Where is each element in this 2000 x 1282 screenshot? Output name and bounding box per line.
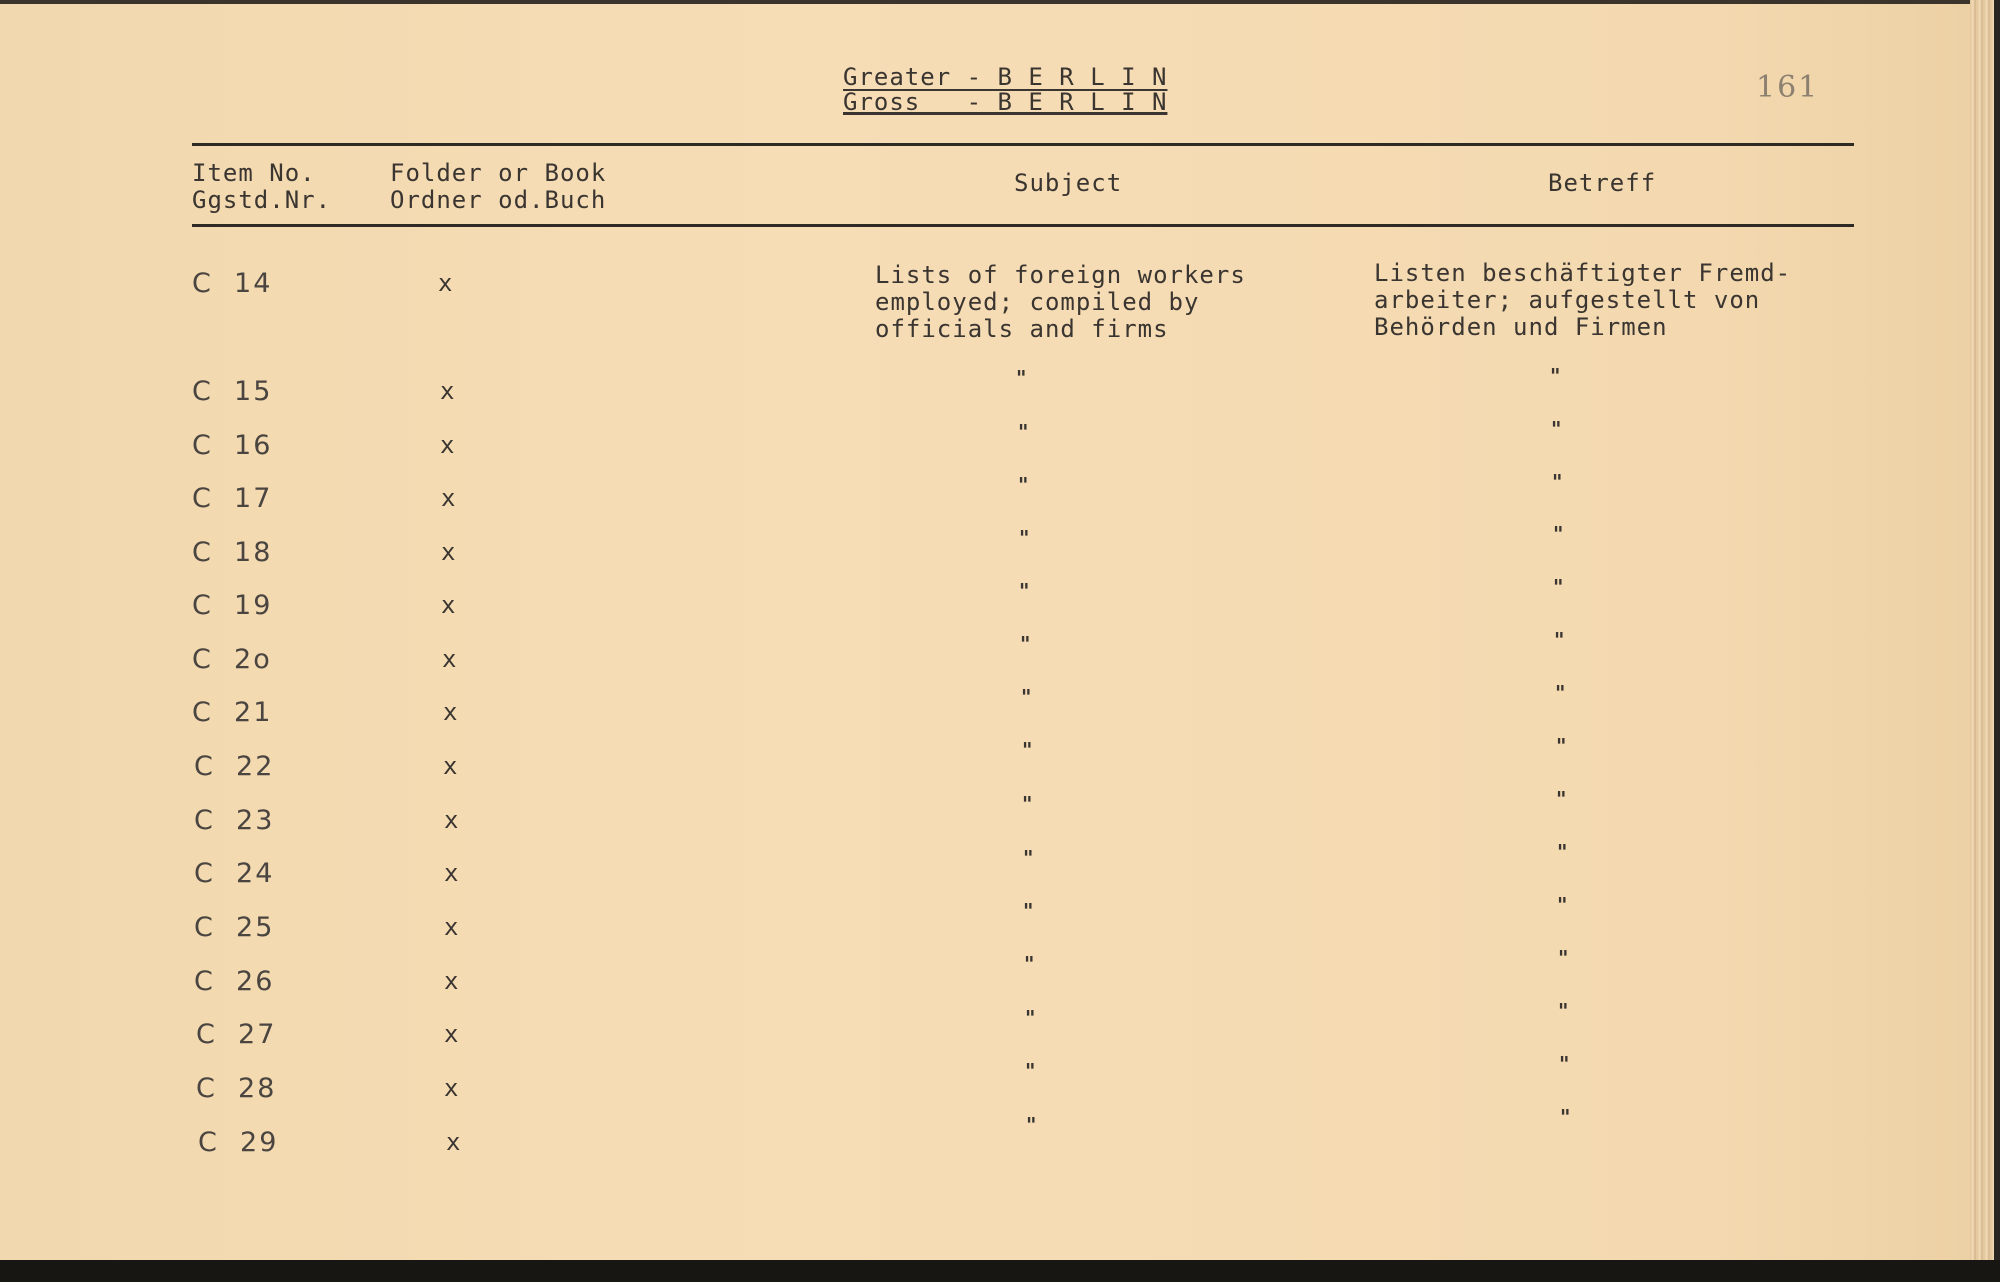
table-row-betreff-ditto: " [1556,787,1567,811]
page-title [843,64,1167,116]
table-row-betreff-ditto: " [1555,681,1566,705]
table-row-betreff-ditto: " [1552,470,1563,494]
table-row-subject-ditto: " [1021,685,1032,709]
table-row-item-number: C 27 [196,1019,277,1050]
table-row-betreff-ditto: " [1551,417,1562,441]
table-row-folder-mark: x [442,645,458,673]
title-english: Greater - B E R L I N [843,63,1168,91]
table-row-subject-ditto: " [1026,1113,1037,1137]
first-entry-betreff [1374,260,1791,341]
column-header-item-en: Item No. [192,159,316,187]
table-row-betreff-ditto: " [1550,364,1561,388]
first-entry-subject [875,262,1246,343]
table-row-folder-mark: x [444,859,460,887]
header-bottom-rule [192,224,1854,227]
column-header-folder [390,160,606,214]
table-row-folder-mark: x [444,806,460,834]
table-row-betreff-ditto: " [1558,946,1569,970]
subject-line: officials and firms [875,315,1169,343]
table-row-item-number: C 2o [192,644,272,675]
table-row-subject-ditto: " [1025,1059,1036,1083]
table-row-subject-ditto: " [1018,420,1029,444]
table-row-betreff-ditto: " [1557,840,1568,864]
table-row-betreff-ditto: " [1553,575,1564,599]
table-row-betreff-ditto: " [1559,1052,1570,1076]
table-row-subject-ditto: " [1016,366,1027,390]
table-row-item-number: C 29 [198,1127,279,1158]
table-row-folder-mark: x [440,431,456,459]
column-header-subject-label: Subject [1014,169,1123,197]
betreff-line: Listen beschäftigter Fremd- [1374,259,1792,287]
bottom-shadow [0,1260,2000,1282]
table-row-folder-mark: x [441,591,457,619]
table-row-item-number: C 22 [194,751,275,782]
table-row-item-number: C 21 [192,697,273,728]
table-row-betreff-ditto: " [1560,1105,1571,1129]
subject-line: employed; compiled by [875,288,1200,316]
page-number: 161 [1756,70,1820,105]
table-row-subject-ditto: " [1020,632,1031,656]
column-header-subject [1014,170,1122,197]
table-row-item-number: C 17 [192,483,273,514]
table-row-subject-ditto: " [1019,579,1030,603]
column-header-betreff-label: Betreff [1548,169,1657,197]
column-header-folder-en: Folder or Book [390,159,607,187]
table-row-item-number: C 25 [194,912,275,943]
table-row-subject-ditto: " [1023,846,1034,870]
table-row-item-number: C 14 [192,268,273,299]
table-row-betreff-ditto: " [1557,893,1568,917]
table-row-folder-mark: x [441,538,457,566]
book-page-edges [1970,0,2000,1282]
title-german: Gross - B E R L I N [843,88,1168,116]
column-header-item [192,160,331,214]
table-row-item-number: C 26 [194,966,275,997]
subject-line: Lists of foreign workers [875,261,1246,289]
table-row-betreff-ditto: " [1554,628,1565,652]
table-row-betreff-ditto: " [1558,999,1569,1023]
table-row-folder-mark: x [438,269,454,297]
table-row-subject-ditto: " [1025,1006,1036,1030]
header-top-rule [192,143,1854,146]
top-edge [0,0,1970,4]
column-header-item-de: Ggstd.Nr. [192,186,332,214]
table-row-item-number: C 19 [192,590,273,621]
table-row-subject-ditto: " [1024,952,1035,976]
table-row-folder-mark: x [443,752,459,780]
table-row-betreff-ditto: " [1556,734,1567,758]
table-row-folder-mark: x [441,484,457,512]
table-row-item-number: C 23 [194,805,275,836]
table-row-item-number: C 28 [196,1073,277,1104]
betreff-line: arbeiter; aufgestellt von [1374,286,1761,314]
table-row-betreff-ditto: " [1553,522,1564,546]
column-header-betreff [1548,170,1656,197]
table-row-item-number: C 24 [194,858,275,889]
table-row-folder-mark: x [444,1074,460,1102]
table-row-folder-mark: x [443,698,459,726]
table-row-subject-ditto: " [1018,473,1029,497]
table-row-item-number: C 18 [192,537,273,568]
table-row-subject-ditto: " [1022,792,1033,816]
table-row-folder-mark: x [440,377,456,405]
table-row-subject-ditto: " [1022,738,1033,762]
table-row-folder-mark: x [444,967,460,995]
table-row-folder-mark: x [444,1020,460,1048]
table-row-subject-ditto: " [1019,526,1030,550]
table-row-item-number: C 16 [192,430,273,461]
table-row-folder-mark: x [444,913,460,941]
column-header-folder-de: Ordner od.Buch [390,186,607,214]
table-row-subject-ditto: " [1023,899,1034,923]
table-row-item-number: C 15 [192,376,273,407]
table-row-folder-mark: x [446,1128,462,1156]
betreff-line: Behörden und Firmen [1374,313,1668,341]
